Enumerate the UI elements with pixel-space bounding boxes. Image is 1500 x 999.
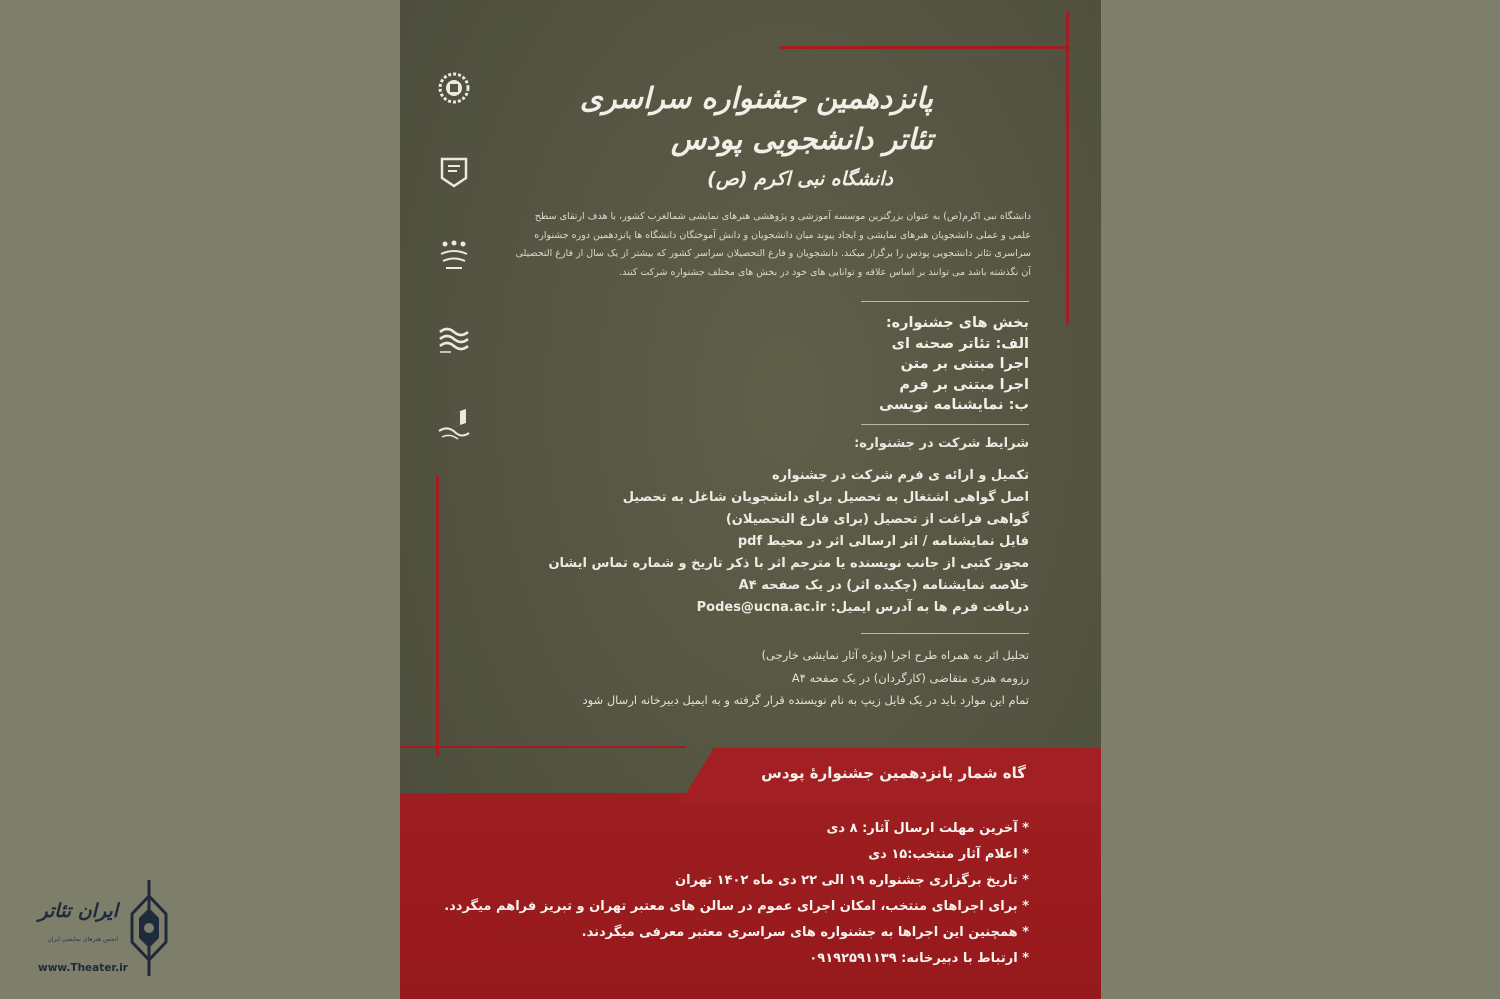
condition-item: مجوز کتبی از جانب نویسنده یا مترجم اثر با ذکر تاریخ و شماره تماس ایشان: [548, 556, 1029, 571]
red-line-top: [780, 46, 1070, 49]
condition-item: فایل نمایشنامه / اثر ارسالی اثر در محیط pdf: [737, 534, 1029, 549]
condition-item: تکمیل و ارائه ی فرم شرکت در جشنواره: [771, 468, 1029, 483]
section-item: ب: نمایشنامه نویسی: [879, 397, 1029, 413]
poster-title-line2: تئاتر دانشجویی پودس: [670, 122, 933, 156]
timeline-item: * اعلام آثار منتخب:۱۵ دی: [444, 842, 1029, 868]
timeline-item: * همچنین این اجراها به جشنواره های سراسری معتبر معرفی میگردند.: [444, 920, 1029, 946]
timeline-banner-text: گاه شمار پانزدهمین جشنوارهٔ پودس: [761, 764, 1026, 782]
watermark-url: www.Theater.ir: [38, 962, 128, 974]
divider: [861, 633, 1029, 634]
red-line-left-vertical: [436, 475, 439, 755]
book-emblem-icon: [436, 154, 472, 190]
timeline-item: * آخرین مهلت ارسال آثار: ۸ دی: [444, 816, 1029, 842]
divider: [861, 424, 1029, 425]
theater-emblem-icon: [128, 878, 170, 978]
poster-title-line3: دانشگاه نبی اکرم (ص): [707, 168, 893, 190]
timeline-item: * تاریخ برگزاری جشنواره ۱۹ الی ۲۲ دی ماه ۱۴۰۲ تهران: [444, 868, 1029, 894]
divider: [861, 301, 1029, 302]
open-book-logo-icon: [436, 406, 472, 442]
watermark-subtitle: انجمن هنرهای نمایشی ایران: [47, 936, 118, 943]
watermark-title: ایران تئاتر: [38, 900, 118, 922]
condition-item: دریافت فرم ها به آدرس ایمیل: Podes@ucna.ac.ir: [696, 600, 1029, 615]
extra-item: تحلیل اثر به همراه طرح اجرا (ویژه آثار نمایشی خارجی): [761, 648, 1029, 662]
festival-sections: [879, 313, 1029, 416]
logo-column: [436, 70, 476, 490]
condition-item: اصل گواهی اشتغال به تحصیل برای دانشجویان شاغل به تحصیل: [622, 490, 1029, 505]
condition-item: گواهی فراغت از تحصیل (برای فارغ التحصیلان): [725, 512, 1029, 527]
extra-item: تمام این موارد باید در یک فایل زیپ به نام نویسنده قرار گرفته و به ایمیل دبیرخانه ارسال شود: [582, 693, 1029, 707]
intro-paragraph: دانشگاه نبی اکرم(ص) به عنوان بزرگترین موسسه آموزشی و پژوهشی هنرهای نمایشی شمالغرب کشور، با هدف ارتقای سطح علمی و عملی دانشجویان هنرهای نمایشی و ایجاد پیوند میان دانشجویان و دانش آموختگان دانشگاه ها پانزدهمین دوره جشنواره سراسری تئاتر دانشجویی پودس را برگزار میکند. دانشجویان و فارغ التحصیلان سراسر کشور که بیشتر از یک سال از فارغ التحصیلی آن نگذشته باشد می توانند بر اساس علاقه و توانایی های خود در بخش های مختلف جشنواره شرکت کنند.: [515, 211, 1031, 278]
poster-title-line1: پانزدهمین جشنواره سراسری: [579, 81, 933, 115]
extra-requirements: [582, 644, 1029, 712]
timeline-item: * برای اجراهای منتخب، امکان اجرای عموم در سالن های معتبر تهران و تبریز فراهم میگردد.: [444, 894, 1029, 920]
festival-poster: [400, 0, 1101, 999]
calligraphy-logo-icon: [436, 238, 472, 274]
section-item: اجرا مبتنی بر فرم: [899, 376, 1029, 393]
timeline-item: * ارتباط با دبیرخانه: ۰۹۱۹۲۵۹۱۱۳۹: [444, 946, 1029, 972]
section-item: اجرا مبتنی بر متن: [900, 356, 1029, 372]
iran-theater-watermark: [36, 878, 176, 978]
timeline-list: [444, 816, 1029, 972]
university-seal-icon: [436, 70, 472, 106]
poster-titles: [580, 78, 933, 196]
red-line-bottom: [400, 746, 686, 748]
condition-item: خلاصه نمایشنامه (چکیده اثر) در یک صفحه A۴: [738, 578, 1029, 593]
extra-item: رزومه هنری متقاضی (کارگردان) در یک صفحه A۴: [791, 670, 1029, 685]
conditions-title: شرایط شرکت در جشنواره:: [854, 436, 1029, 451]
conditions-list: [548, 465, 1029, 619]
sections-title: بخش های جشنواره:: [885, 315, 1029, 331]
section-item: الف: تئاتر صحنه ای: [891, 335, 1029, 352]
red-line-right-vertical: [1066, 12, 1069, 324]
waves-logo-icon: [436, 322, 472, 358]
